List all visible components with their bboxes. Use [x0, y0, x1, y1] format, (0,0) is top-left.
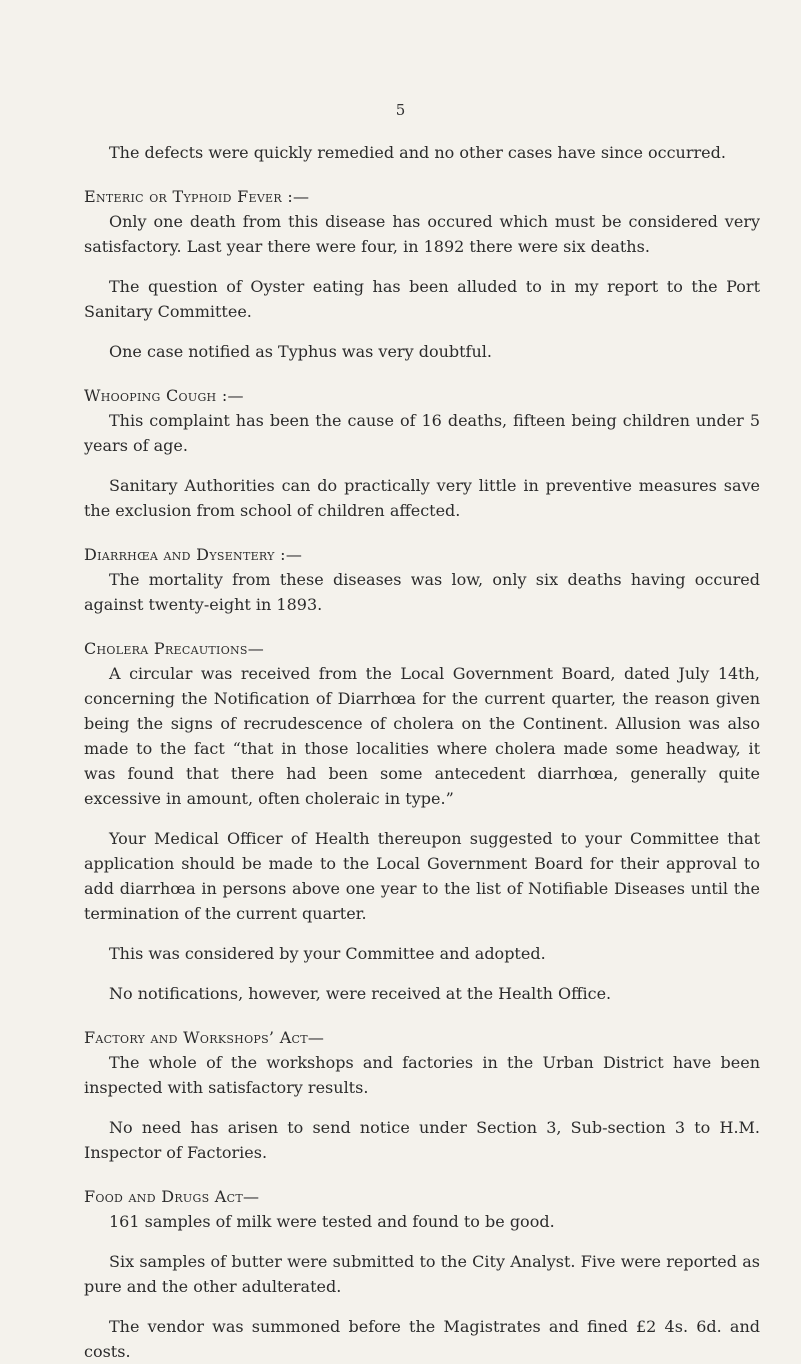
paragraph: This was considered by your Committee and adopted. [109, 944, 546, 963]
paragraph: No notifications, however, were received at the Health Office. [109, 984, 612, 1003]
paragraph: Only one death from this disease has occured which must be considered very satisfactory. Last year there were four, in 1892 there were six deaths. [84, 212, 760, 256]
paragraph: No need has arisen to send notice under Section 3, Sub-section 3 to H.M. Inspector of Factories. [84, 1118, 760, 1162]
paragraph: Six samples of butter were submitted to the City Analyst. Five were reported as pure and the other adulterated. [84, 1252, 760, 1296]
paragraph: 161 samples of milk were tested and found to be good. [109, 1212, 555, 1231]
section-heading-enteric: Enteric or Typhoid Fever :— [84, 187, 310, 206]
paragraph: This complaint has been the cause of 16 deaths, fifteen being children under 5 years of age. [84, 411, 760, 455]
page-body [84, 140, 760, 1364]
section-heading-whooping-cough: Whooping Cough :— [84, 386, 244, 405]
paragraph: The vendor was summoned before the Magistrates and fined £2 4s. 6d. and costs. [84, 1317, 760, 1361]
section-heading-cholera: Cholera Precautions— [84, 639, 265, 658]
paragraph: Sanitary Authorities can do practically very little in preventive measures save the exclusion from school of children affected. [84, 476, 760, 520]
section-heading-food-drugs: Food and Drugs Act— [84, 1187, 260, 1206]
section-heading-diarrhoea: Diarrhœa and Dysentery :— [84, 545, 303, 564]
paragraph: The whole of the workshops and factories in the Urban District have been inspected with satisfactory results. [84, 1053, 760, 1097]
paragraph: A circular was received from the Local Government Board, dated July 14th, concerning the Notification of Diarrhœa for the current quarter, the reason given being the signs of recrudescence of cholera on the Continent. Allusion was also made to the fact “that in those localities where cholera made some headway, it was found that there had been some antecedent diarrhœa, generally quite excessive in amount, often choleraic in type.” [84, 664, 760, 808]
paragraph: The defects were quickly remedied and no other cases have since occurred. [109, 143, 726, 162]
section-heading-factory: Factory and Workshops’ Act— [84, 1028, 325, 1047]
paragraph: The mortality from these diseases was low, only six deaths having occured against twenty-eight in 1893. [84, 570, 760, 614]
paragraph: One case notified as Typhus was very doubtful. [109, 342, 492, 361]
paragraph: The question of Oyster eating has been alluded to in my report to the Port Sanitary Committee. [84, 277, 760, 321]
paragraph: Your Medical Officer of Health thereupon suggested to your Committee that application should be made to the Local Government Board for their approval to add diarrhœa in persons above one year to the list of Notifiable Diseases until the termination of the current quarter. [84, 829, 760, 923]
page-number: 5 [395, 101, 406, 119]
